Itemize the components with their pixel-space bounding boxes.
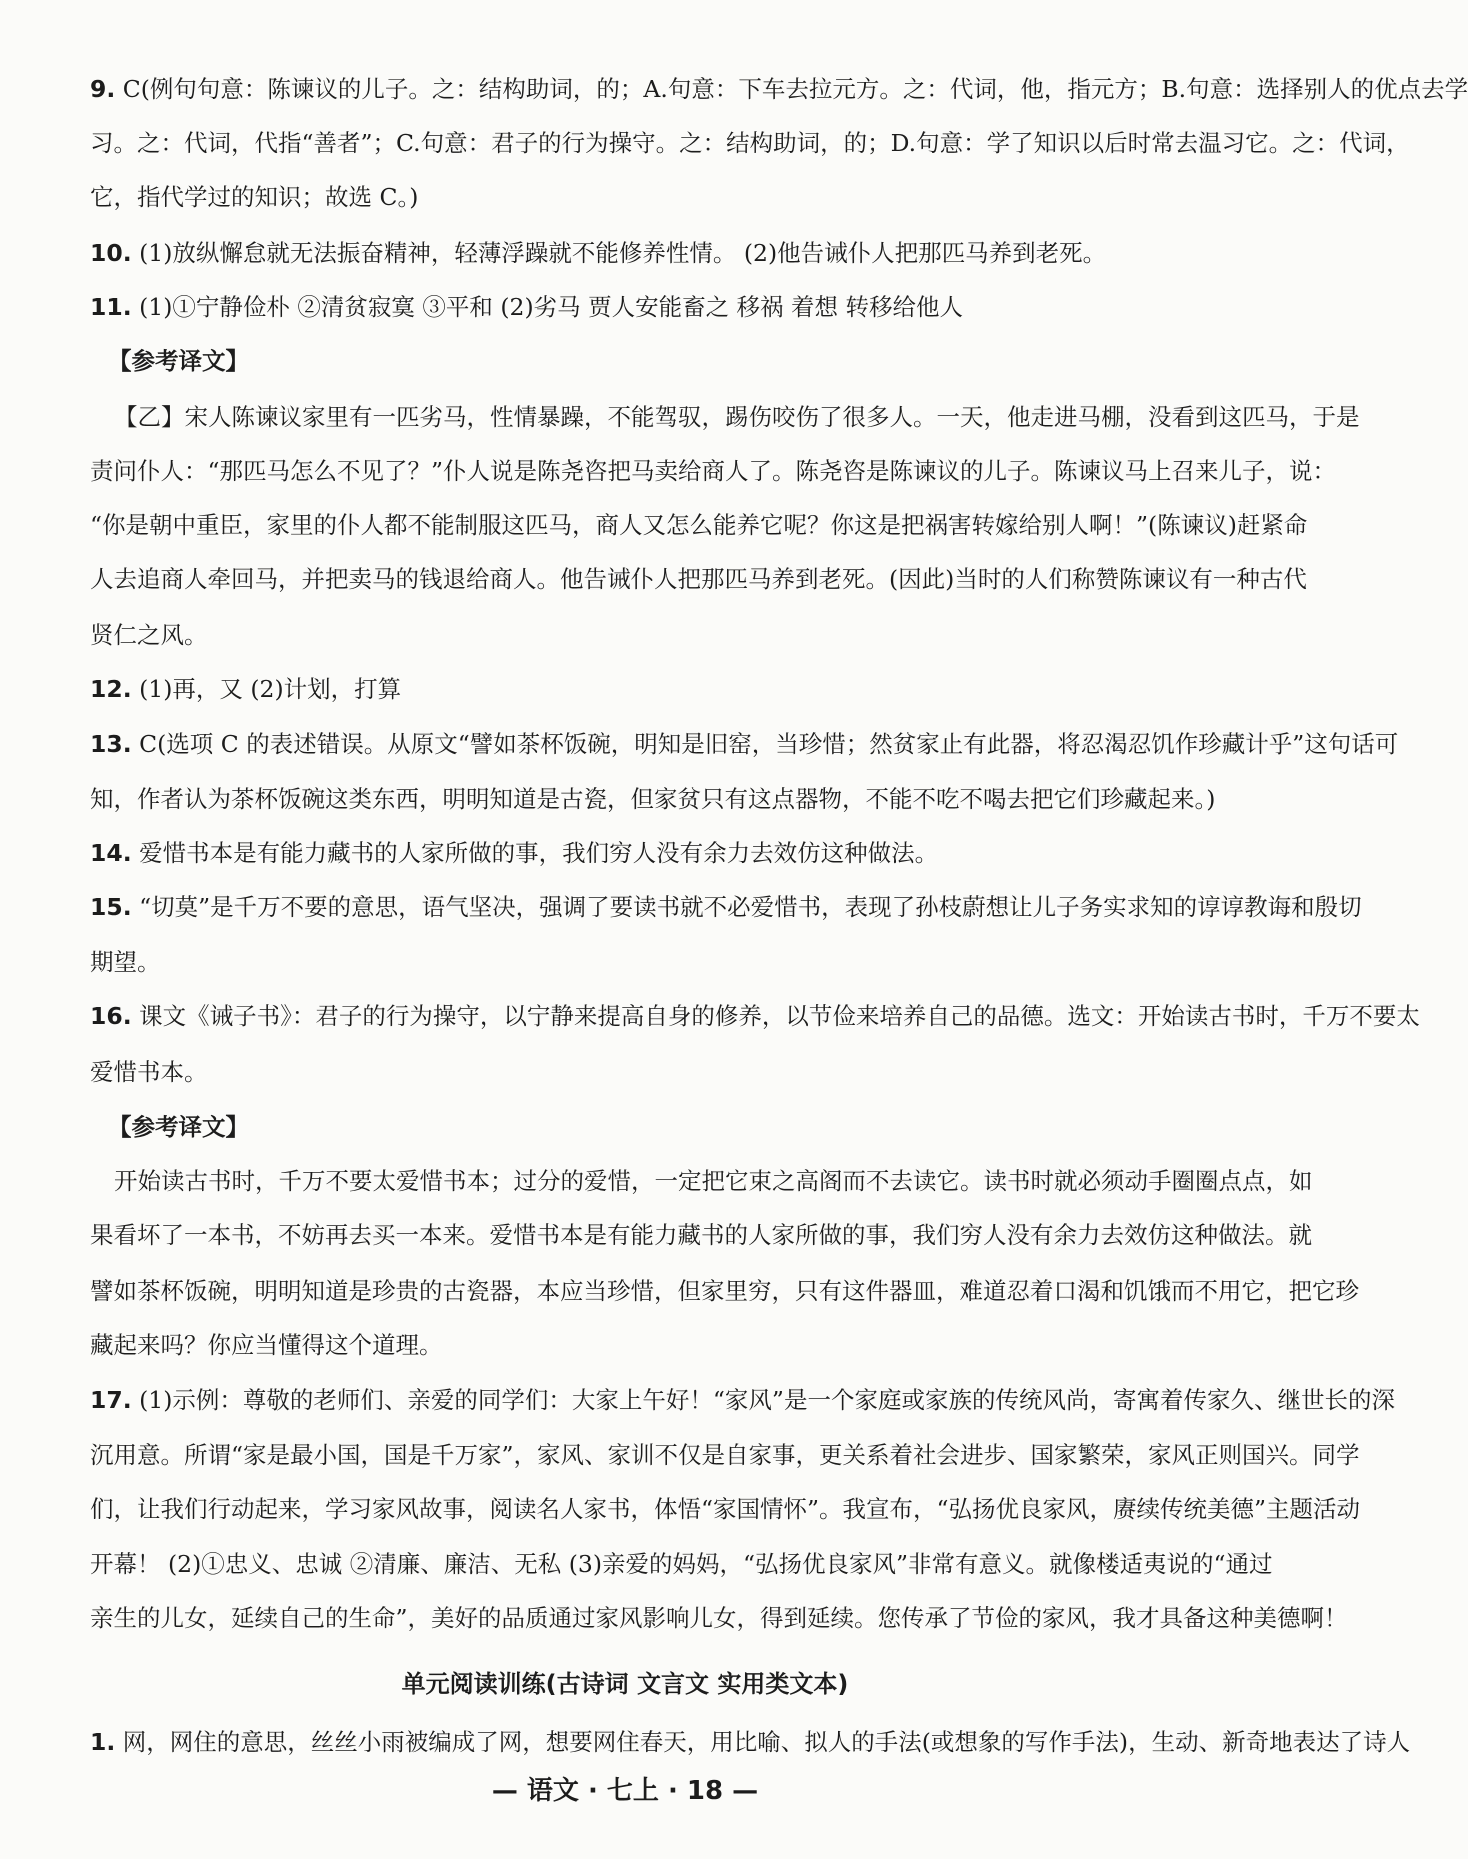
answer-text: 藏起来吗？你应当懂得这个道理。 [90,1331,443,1359]
text-line [90,1276,1359,1306]
text-line [90,128,1410,158]
text-line [90,1494,1361,1524]
question-number: 11. [90,293,132,321]
text-line [90,892,1362,922]
answer-text: 果看坏了一本书，不妨再去买一本来。爱惜书本是有能力藏书的人家所做的事，我们穷人没有余力去效仿这种做法。就 [90,1221,1312,1249]
answer-text: 【乙】宋人陈谏议家里有一匹劣马，性情暴躁，不能驾驭，踢伤咬伤了很多人。一天，他走进马棚，没看到这匹马，于是 [114,403,1360,431]
question-number: 9. [90,75,116,103]
answer-text: (1)放纵懈怠就无法振奋精神，轻薄浮躁就不能修养性情。 (2)他告诫仆人把那匹马养到老死。 [139,239,1107,267]
text-line [90,1220,1312,1250]
text-line [90,238,1220,268]
answer-text: 期望。 [90,948,161,976]
answer-text: 人去追商人牵回马，并把卖马的钱退给商人。他告诫仆人把那匹马养到老死。(因此)当时的人们称赞陈谏议有一种古代 [90,565,1307,593]
answer-text: 课文《诫子书》：君子的行为操守，以宁静来提高自身的修养，以节俭来培养自己的品德。选文：开始读古书时，千万不要太 [139,1002,1420,1030]
answer-text: (1)再，又 (2)计划，打算 [139,675,402,703]
text-line [90,1603,1348,1633]
page-footer: — 语文 · 七上 · 18 — [491,1776,759,1806]
text-line [90,74,1468,104]
answer-text: C(例句句意：陈谏议的儿子。之：结构助词，的；A.句意：下车去拉元方。之：代词，他，指元方；B.句意：选择别人的优点去学 [122,75,1468,103]
answer-text: 责问仆人：“那匹马怎么不见了？”仆人说是陈尧咨把马卖给商人了。陈尧咨是陈谏议的儿子。陈谏议马上召来儿子，说： [90,457,1337,485]
question-number: 13. [90,730,132,758]
answer-text: 开幕！ (2)①忠义、忠诚 ②清廉、廉洁、无私 (3)亲爱的妈妈，“弘扬优良家风”非常有意义。就像楼适夷说的“通过 [90,1550,1273,1578]
text-line [90,947,1220,977]
answer-text: (1)①宁静俭朴 ②清贫寂寞 ③平和 (2)劣马 贾人安能畜之 移祸 着想 转移给他人 [139,293,963,321]
question-number: 15. [90,893,132,921]
text-line [90,784,1220,814]
text-line [90,1385,1395,1415]
section-title: 单元阅读训练(古诗词 文言文 实用类文本) [401,1670,849,1698]
answer-text: C(选项 C 的表述错误。从原文“譬如茶杯饭碗，明知是旧窑，当珍惜；然贫家止有此器，将忍渴忍饥作珍藏计乎”这句话可 [139,730,1399,758]
text-line [90,1166,1313,1196]
text-line [90,1057,1220,1087]
text-line [90,838,1220,868]
answer-text: 们，让我们行动起来，学习家风故事，阅读名人家书，体悟“家国情怀”。我宣布，“弘扬优良家风，赓续传统美德”主题活动 [90,1495,1361,1523]
question-number: 14. [90,839,132,867]
text-line [90,1001,1420,1031]
question-number: 12. [90,675,132,703]
text-line [90,292,1220,322]
text-line [90,510,1308,540]
answer-text: 亲生的儿女，延续自己的生命”，美好的品质通过家风影响儿女，得到延续。您传承了节俭的家风，我才具备这种美德啊！ [90,1604,1348,1632]
question-number: 17. [90,1386,132,1414]
answer-text: 爱惜书本。 [90,1058,208,1086]
text-line [90,729,1399,759]
text-line [108,1112,1238,1142]
reference-translation-label: 【参考译文】 [108,347,249,375]
answer-text: 沉用意。所谓“家是最小国，国是千万家”，家风、家训不仅是自家事，更关系着社会进步、国家繁荣，家风正则国兴。同学 [90,1441,1360,1469]
text-line [90,402,1360,432]
answer-text: 网，网住的意思，丝丝小雨被编成了网，想要网住春天，用比喻、拟人的手法(或想象的写作手法)，生动、新奇地表达了诗人 [122,1728,1411,1756]
answer-text: (1)示例：尊敬的老师们、亲爱的同学们：大家上午好！“家风”是一个家庭或家族的传统风尚，寄寓着传家久、继世长的深 [139,1386,1395,1414]
answer-text: “你是朝中重臣，家里的仆人都不能制服这匹马，商人又怎么能养它呢？你这是把祸害转嫁给别人啊！”(陈谏议)赶紧命 [90,511,1308,539]
answer-text: 习。之：代词，代指“善者”；C.句意：君子的行为操守。之：结构助词，的；D.句意：学了知识以后时常去温习它。之：代词， [90,129,1410,157]
question-number: 1. [90,1728,116,1756]
answer-text: 它，指代学过的知识；故选 C。) [90,183,419,211]
answer-text: 贤仁之风。 [90,621,208,649]
reference-translation-label: 【参考译文】 [108,1113,249,1141]
text-line [90,182,1220,212]
text-line [90,1330,1220,1360]
text-line [90,674,1220,704]
answer-text: 爱惜书本是有能力藏书的人家所做的事，我们穷人没有余力去效仿这种做法。 [139,839,939,867]
text-line [90,456,1337,486]
question-number: 10. [90,239,132,267]
answer-text: 譬如茶杯饭碗，明明知道是珍贵的古瓷器，本应当珍惜，但家里穷，只有这件器皿，难道忍着口渴和饥饿而不用它，把它珍 [90,1277,1359,1305]
text-line [90,1440,1360,1470]
text-line [90,620,1220,650]
text-line [90,1549,1273,1579]
text-line [108,346,1238,376]
text-line [90,564,1307,594]
answer-text: “切莫”是千万不要的意思，语气坚决，强调了要读书就不必爱惜书，表现了孙枝蔚想让儿子务实求知的谆谆教诲和殷切 [139,893,1362,921]
text-line [90,1727,1411,1757]
answer-text: 开始读古书时，千万不要太爱惜书本；过分的爱惜，一定把它束之高阁而不去读它。读书时就必须动手圈圈点点，如 [114,1167,1313,1195]
question-number: 16. [90,1002,132,1030]
answer-text: 知，作者认为茶杯饭碗这类东西，明明知道是古瓷，但家贫只有这点器物，不能不吃不喝去把它们珍藏起来。) [90,785,1216,813]
